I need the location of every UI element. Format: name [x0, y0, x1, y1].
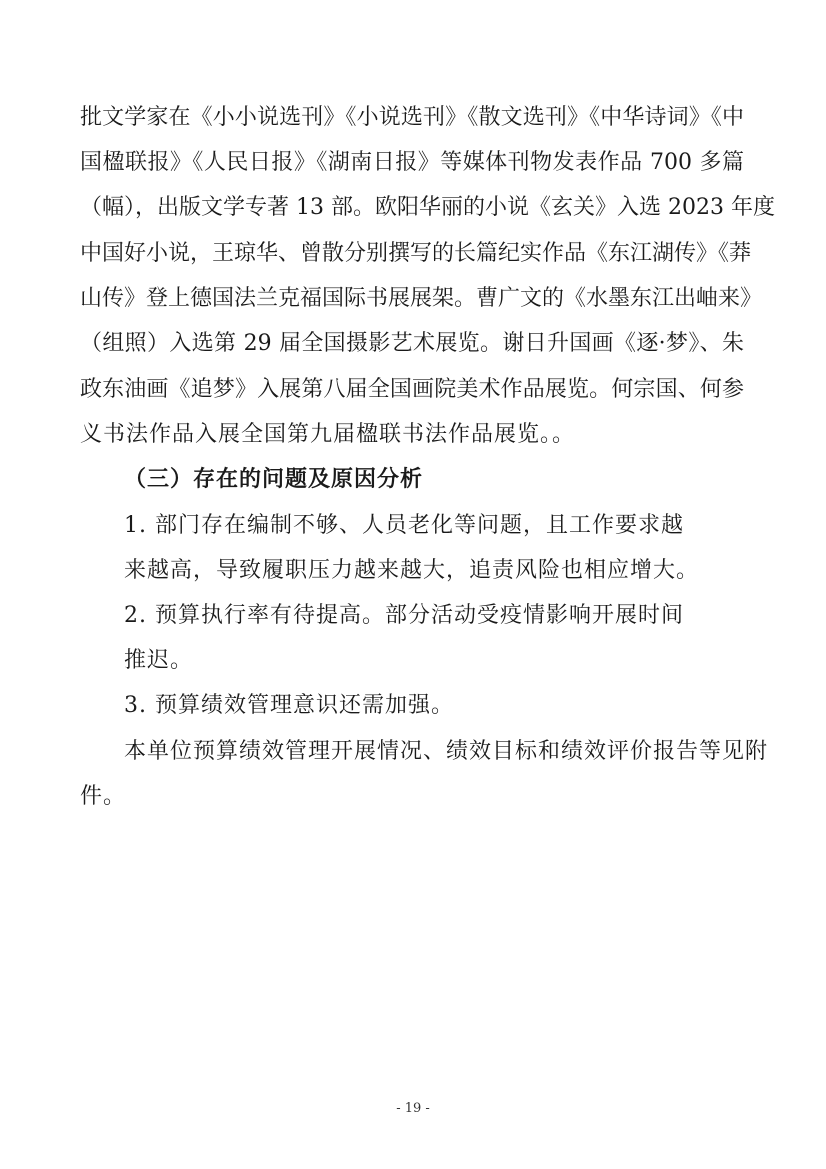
issue-1-line-1: 1. 部门存在编制不够、人员老化等问题，且工作要求越: [124, 513, 684, 538]
body-text-line: 中国好小说，王琼华、曾散分别撰写的长篇纪实作品《东江湖传》《莽: [80, 241, 752, 266]
body-text-line: 政东油画《追梦》入展第八届全国画院美术作品展览。何宗国、何参: [80, 377, 744, 402]
issue-1-line-2: 来越高，导致履职压力越来越大，追责风险也相应增大。: [124, 558, 700, 583]
body-text-line: 山传》登上德国法兰克福国际书展展架。曹广文的《水墨东江出岫来》: [80, 286, 763, 311]
page-number: - 19 -: [396, 1101, 430, 1116]
body-text-line: 批文学家在《小小说选刊》《小说选刊》《散文选刊》《中华诗词》《中: [80, 105, 744, 130]
issue-2-line-1: 2. 预算执行率有待提高。部分活动受疫情影响开展时间: [124, 603, 684, 628]
closing-paragraph-line-1: 本单位预算绩效管理开展情况、绩效目标和绩效评价报告等见附: [124, 739, 769, 764]
body-text-line: （幅），出版文学专著 13 部。欧阳华丽的小说《玄关》入选 2023 年度: [80, 195, 775, 220]
closing-paragraph-line-2: 件。: [80, 784, 127, 809]
body-text-line: 国楹联报》《人民日报》《湖南日报》等媒体刊物发表作品 700 多篇: [80, 150, 744, 175]
body-text-line: 义书法作品入展全国第九届楹联书法作品展览。。: [80, 422, 576, 447]
section-heading: （三）存在的问题及原因分析: [124, 467, 424, 492]
body-text-line: （组照）入选第 29 届全国摄影艺术展览。谢日升国画《逐·梦》、朱: [80, 331, 744, 356]
issue-2-line-2: 推迟。: [124, 648, 194, 673]
issue-3: 3. 预算绩效管理意识还需加强。: [124, 693, 454, 718]
